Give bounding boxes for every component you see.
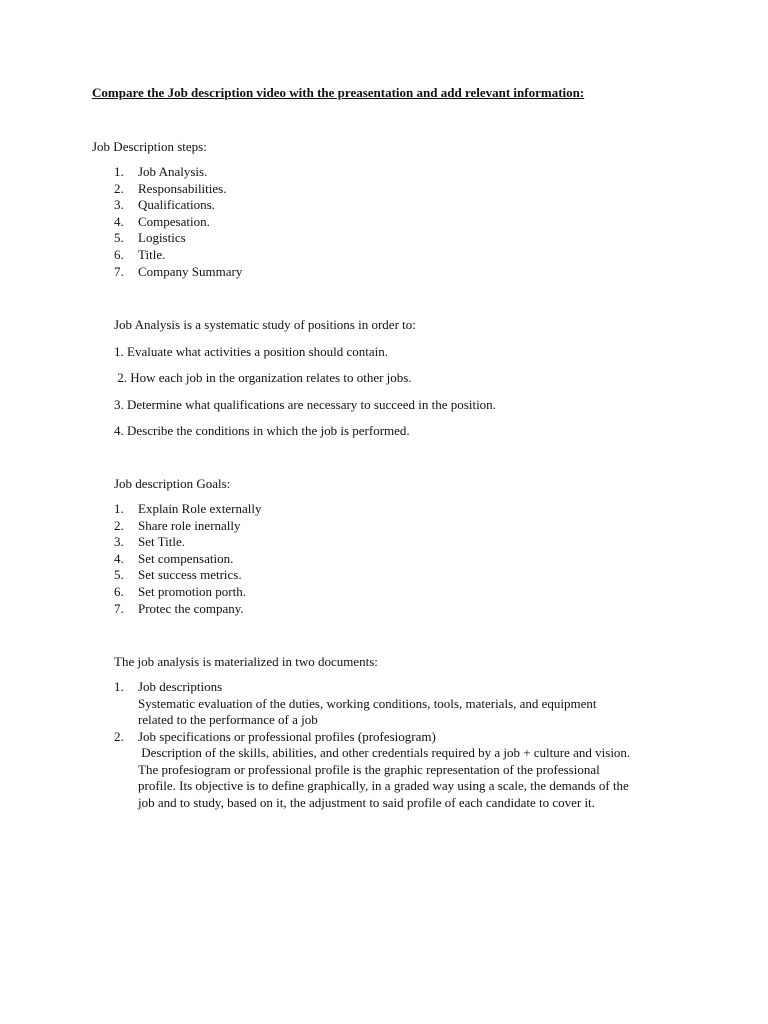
page-title: Compare the Job description video with the preasentation and add relevant information:: [92, 85, 585, 100]
document-description-line: Systematic evaluation of the duties, working conditions, tools, materials, and equipment: [138, 695, 597, 711]
list-item: [114, 501, 261, 518]
list-number: 3.: [114, 534, 124, 550]
documents-intro: The job analysis is materialized in two documents:: [114, 654, 378, 669]
list-text: Protec the company.: [138, 600, 244, 616]
list-number: 1.: [114, 679, 124, 694]
list-text: Responsabilities.: [138, 180, 227, 196]
list-item: [114, 584, 261, 601]
list-text: Share role inernally: [138, 517, 241, 533]
list-number: 4.: [114, 550, 124, 566]
list-text: Job Analysis.: [138, 164, 208, 179]
list-number: 1.: [114, 164, 124, 179]
steps-list: [114, 164, 242, 280]
goals-list: [114, 501, 261, 617]
list-text: Set compensation.: [138, 550, 234, 566]
document-description-line: related to the performance of a job: [138, 712, 318, 727]
list-text: Job specifications or professional profiles (profesiogram): [138, 728, 436, 744]
list-text: Qualifications.: [138, 197, 215, 213]
list-item: [114, 264, 242, 281]
list-number: 6.: [114, 246, 124, 262]
list-item: [114, 551, 261, 568]
list-number: 3.: [114, 197, 124, 213]
list-text: Set Title.: [138, 534, 185, 550]
list-item: [114, 214, 242, 231]
list-number: 5.: [114, 230, 124, 246]
analysis-intro: Job Analysis is a systematic study of positions in order to:: [114, 317, 416, 332]
list-number: 2.: [114, 517, 124, 533]
analysis-point: 2. How each job in the organization relates to other jobs.: [114, 370, 412, 385]
list-number: 6.: [114, 583, 124, 599]
list-text: Explain Role externally: [138, 501, 262, 516]
list-text: Company Summary: [138, 263, 243, 279]
document-description-line: The profesiogram or professional profile is the graphic representation of the professional: [138, 761, 600, 777]
document-description-line: profile. Its objective is to define graphically, in a graded way using a scale, the demands of the: [138, 778, 629, 793]
list-number: 7.: [114, 263, 124, 279]
list-text: Compesation.: [138, 213, 210, 229]
list-item: [114, 197, 242, 214]
list-item: [114, 567, 261, 584]
list-item: [114, 601, 261, 618]
list-text: Logistics: [138, 230, 186, 246]
list-item: [114, 230, 242, 247]
analysis-point: 1. Evaluate what activities a position should contain.: [114, 344, 389, 359]
list-item: [114, 729, 630, 746]
analysis-point: 3. Determine what qualifications are necessary to succeed in the position.: [114, 397, 496, 412]
list-item: [114, 164, 242, 181]
list-item: [114, 679, 630, 696]
analysis-point: 4. Describe the conditions in which the job is performed.: [114, 423, 410, 438]
document-description-line: Description of the skills, abilities, and other credentials required by a job + culture and vision.: [138, 745, 631, 760]
document-description-line: job and to study, based on it, the adjustment to said profile of each candidate to cover it.: [138, 794, 595, 810]
list-item: [114, 518, 261, 535]
list-item: [114, 534, 261, 551]
list-text: Title.: [138, 246, 166, 262]
list-number: 5.: [114, 567, 124, 583]
list-item: [114, 247, 242, 264]
documents-list: [114, 679, 630, 811]
list-text: Set promotion porth.: [138, 583, 246, 599]
list-text: Job descriptions: [138, 679, 223, 694]
goals-heading: Job description Goals:: [114, 476, 231, 491]
list-number: 4.: [114, 213, 124, 229]
list-number: 7.: [114, 600, 124, 616]
steps-heading: Job Description steps:: [92, 139, 207, 154]
list-item: [114, 181, 242, 198]
list-text: Set success metrics.: [138, 567, 242, 583]
list-number: 2.: [114, 728, 124, 744]
list-number: 1.: [114, 501, 124, 516]
list-number: 2.: [114, 180, 124, 196]
